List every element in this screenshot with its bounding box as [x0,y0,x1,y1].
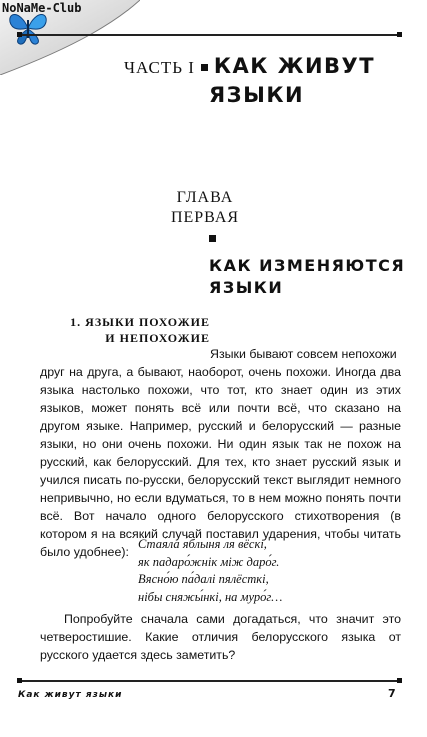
poem-line: Стая́ла я́блыня ля вёскі, [138,537,267,551]
chapter-label [170,188,240,228]
chapter-title [209,255,419,299]
poem-line: нібы сняжы́нкі, на муро́г… [138,589,283,604]
paragraph-1 [40,345,401,561]
watermark-text: NoNaMe-Club [2,1,82,15]
chapter-label-line2: ПЕРВАЯ [170,209,240,226]
section-title-line2: И НЕПОХОЖИЕ [105,331,210,345]
part-title-line2: ЯЗЫКИ [209,83,305,107]
chapter-label-line1: ГЛАВА [176,189,234,206]
square-bullet-icon [201,64,208,71]
paragraph-2 [40,610,401,664]
poem [138,536,282,606]
footer-rule [18,680,401,682]
page-number: 7 [388,687,396,700]
paragraph-2-text: Попробуйте сначала сами догадаться, что значит это четверостишие. Какие отличия белорусского языка от русского удается здесь заметить? [40,612,401,662]
paragraph-1-text: друг на друга, а бывают, наоборот, очень похожи. Иногда два языка настолько похожи, что тот, кто знает один из этих языков, может понять всё или почти всё, что сказано на другом языке. Например, русский и белорусский — разные языки, но они очень похожи. Ни один язык так не похож на русский, как белорусский. Для тех, кто знает русский язык и учился писать по-русски, белорусский текст выглядит немного непривычно, но если вдуматься, то в нем можно понять почти всё. Вот начало одного белорусского стихотворения (в котором я на всякий случай поставил ударения, чтобы читать было удобнее): [40,365,401,559]
chapter-title-line2: ЯЗЫКИ [209,278,284,297]
square-bullet-icon [209,235,216,242]
poem-line: як падаро́жнік між даро́г. [138,554,280,569]
part-heading [124,52,414,110]
section-title [40,314,210,346]
poem-line: Вясно́ю па́далі пялёсткі, [138,572,269,586]
section-title-line1: 1. ЯЗЫКИ ПОХОЖИЕ [70,315,210,329]
top-rule [18,34,401,36]
chapter-title-line1: КАК ИЗМЕНЯЮТСЯ [209,256,406,275]
running-title: Как живут языки [18,690,123,700]
paragraph-1-first-line: Языки бывают совсем непохожи [210,347,397,361]
part-title-line1: КАК ЖИВУТ [213,54,376,78]
part-label: ЧАСТЬ I [124,58,195,77]
